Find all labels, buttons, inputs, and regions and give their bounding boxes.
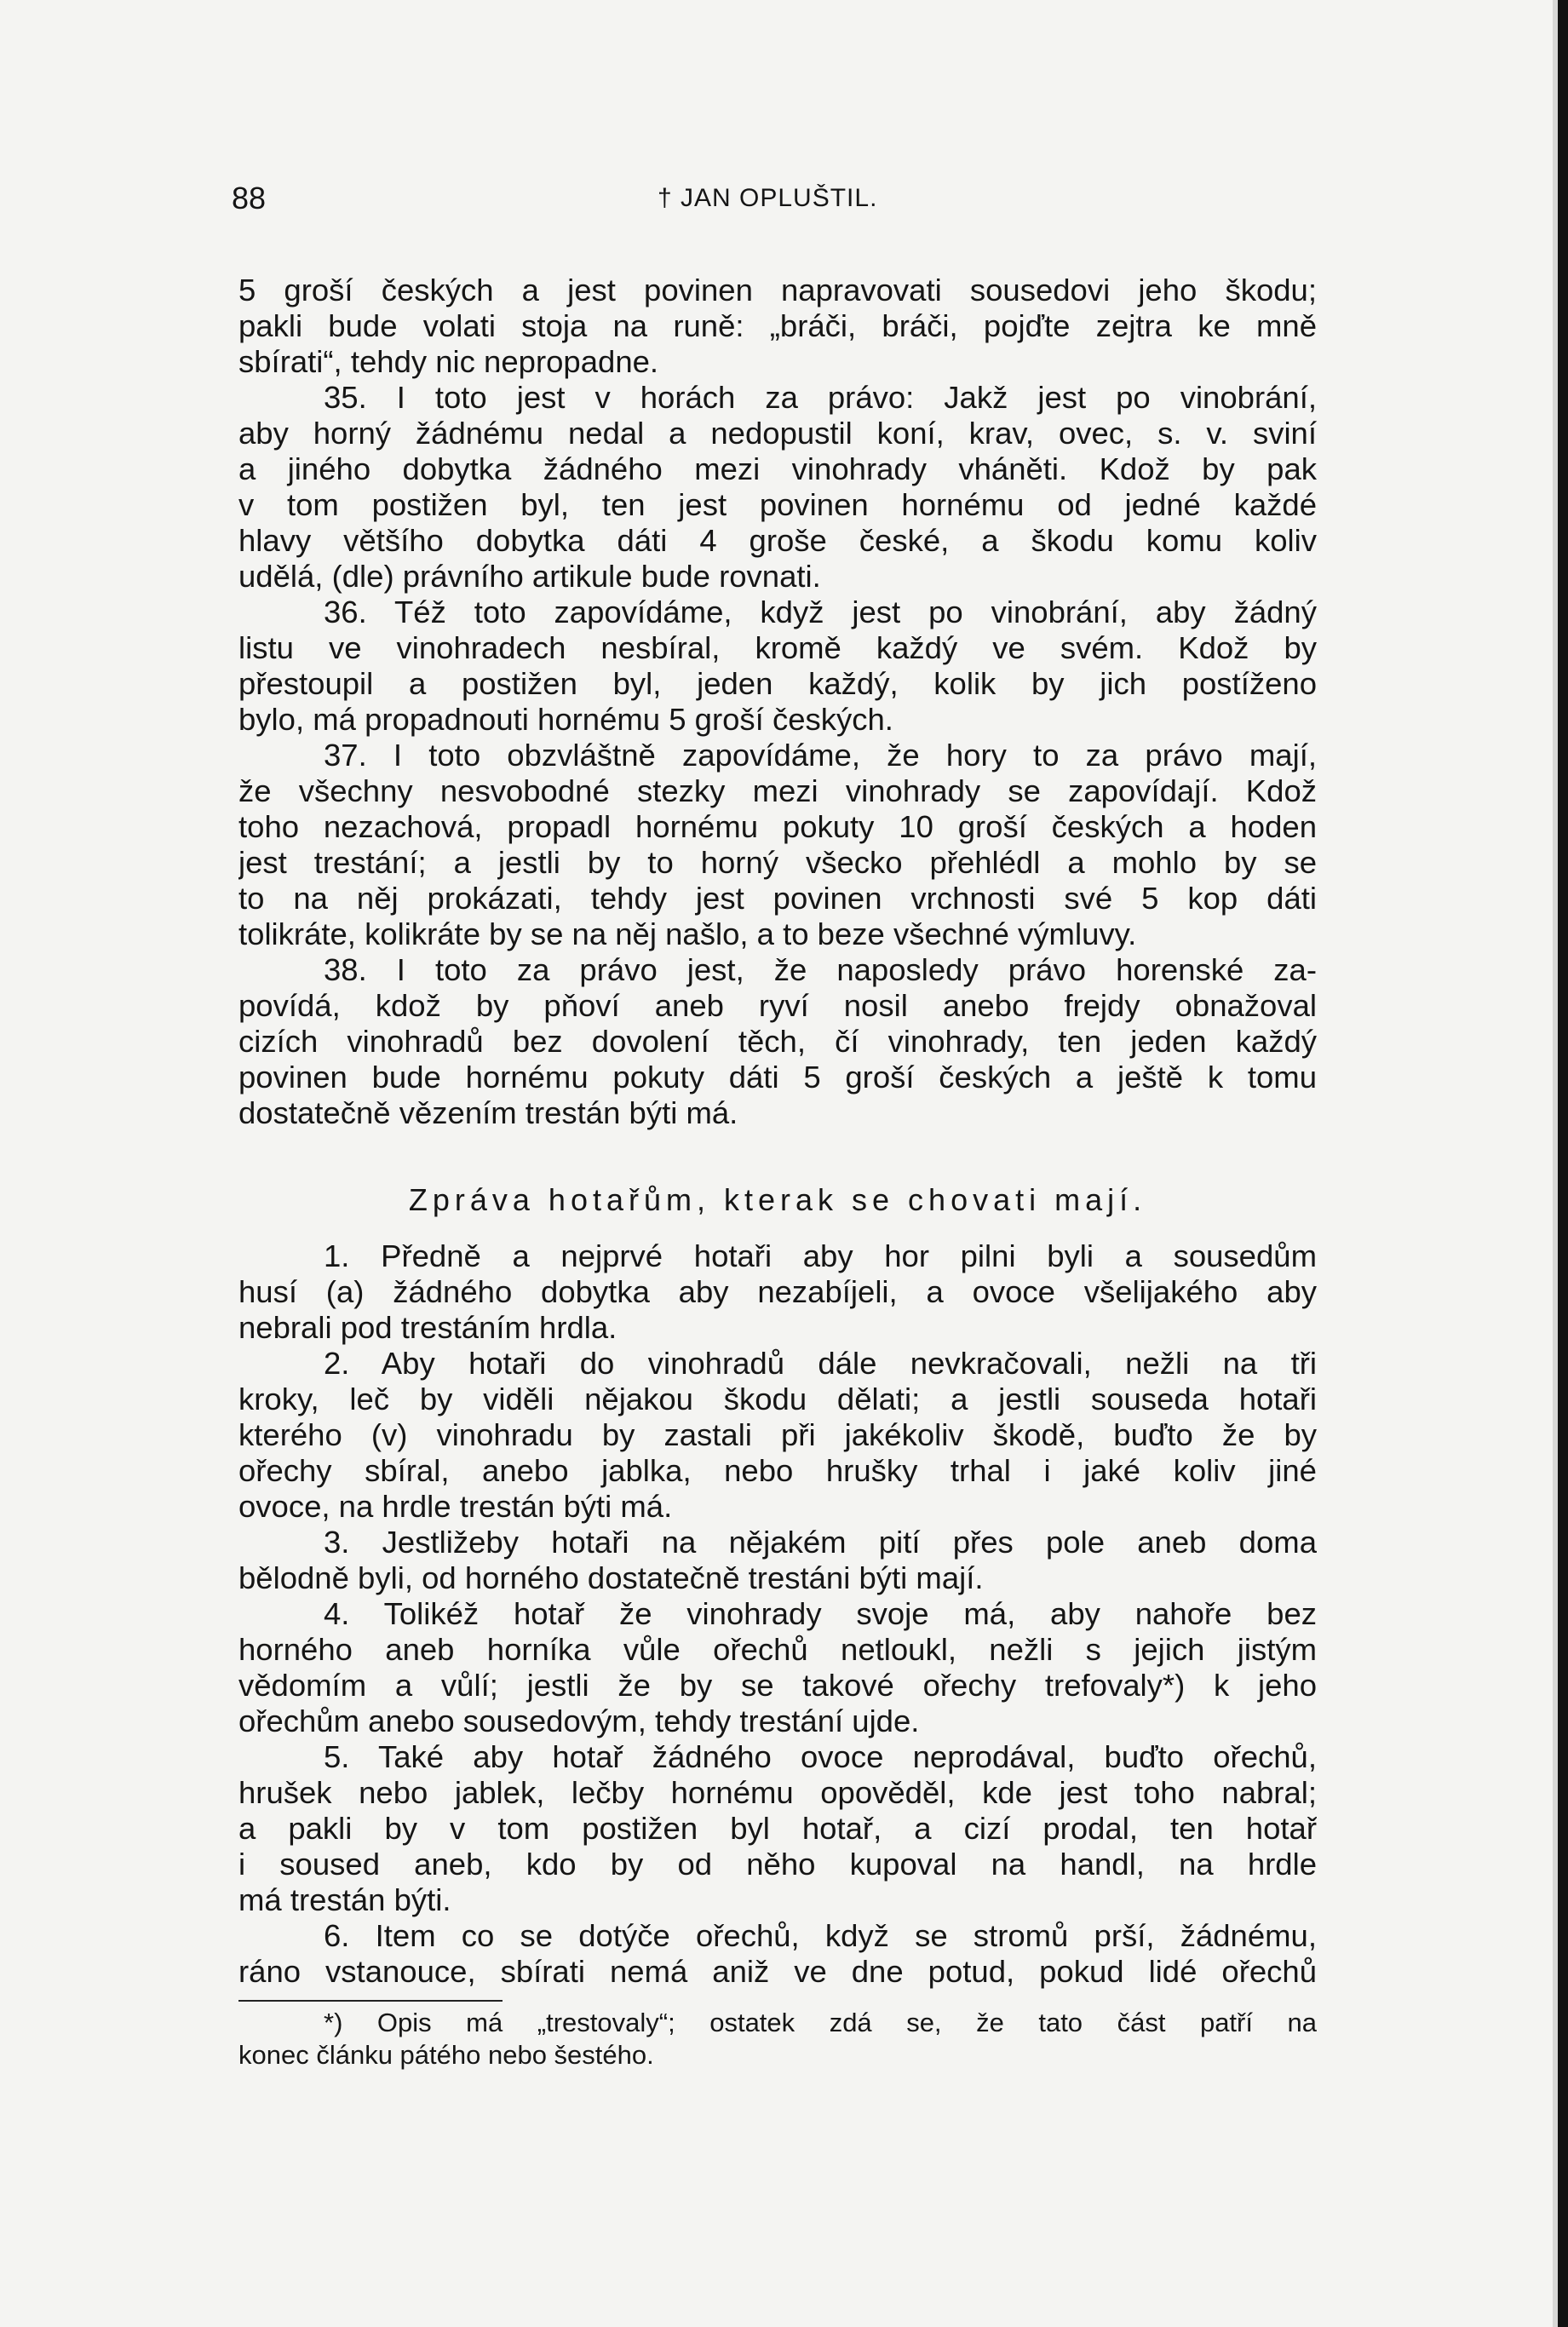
text-line: i soused aneb, kdo by od něho kupoval na handl, na hrdle — [238, 1847, 1317, 1882]
text-line: a jiného dobytka žádného mezi vinohrady vháněti. Kdož by pak — [238, 451, 1317, 486]
text-line: 38. I toto za právo jest, že naposledy právo horenské za- — [324, 952, 1317, 987]
section-heading: Zpráva hotařům, kterak se chovati mají. — [408, 1182, 1147, 1217]
text-line: 36. Též toto zapovídáme, když jest po vinobrání, aby žádný — [324, 595, 1317, 629]
text-line: sbírati“, tehdy nic nepropadne. — [238, 344, 659, 379]
text-line: dostatečně vězením trestán býti má. — [238, 1095, 738, 1130]
text-line: 4. Tolikéž hotař že vinohrady svoje má, aby nahoře bez — [324, 1596, 1317, 1631]
text-line: povídá, kdož by pňoví aneb ryví nosil anebo frejdy obnažoval — [238, 988, 1317, 1023]
text-line: povinen bude hornému pokuty dáti 5 groší českých a ještě k tomu — [238, 1060, 1317, 1095]
text-line: 1. Předně a nejprvé hotaři aby hor pilni byli a sousedům — [324, 1238, 1317, 1273]
text-line: toho nezachová, propadl hornému pokuty 10 groší českých a hoden — [238, 809, 1317, 844]
text-line: 6. Item co se dotýče ořechů, když se stromů prší, žádnému, — [324, 1918, 1317, 1953]
text-line: jest trestání; a jestli by to horný všecko přehlédl a mohlo by se — [238, 845, 1317, 880]
main-text — [238, 273, 1317, 2071]
text-line: 5. Také aby hotař žádného ovoce neprodával, buďto ořechů, — [324, 1739, 1317, 1774]
text-line: 35. I toto jest v horách za právo: Jakž jest po vinobrání, — [324, 380, 1317, 415]
text-line: tolikráte, kolikráte by se na něj našlo, a to beze všechné výmluvy. — [238, 916, 1137, 951]
text-line: 37. I toto obzvláštně zapovídáme, že hory to za právo mají, — [324, 738, 1317, 773]
running-head — [232, 181, 1322, 223]
text-line: ořechům anebo sousedovým, tehdy trestání ujde. — [238, 1704, 920, 1738]
text-line: bělodně byli, od horného dostatečně trestáni býti mají. — [238, 1560, 984, 1595]
scan-edge — [1558, 0, 1568, 2327]
text-line: kterého (v) vinohradu by zastali při jakékoliv škodě, buďto že by — [238, 1417, 1317, 1452]
text-line: cizích vinohradů bez dovolení těch, čí vinohrady, ten jeden každý — [238, 1024, 1317, 1059]
text-line: má trestán býti. — [238, 1882, 451, 1917]
page-number: 88 — [232, 181, 267, 215]
text-line: 5 groší českých a jest povinen napravovati sousedovi jeho škodu; — [238, 273, 1317, 307]
text-line: a pakli by v tom postižen byl hotař, a cizí prodal, ten hotař — [238, 1811, 1317, 1846]
text-line: v tom postižen byl, ten jest povinen hornému od jedné každé — [238, 487, 1317, 522]
text-line: horného aneb horníka vůle ořechů netloukl, nežli s jejich jistým — [238, 1632, 1317, 1667]
text-line: 2. Aby hotaři do vinohradů dále nevkračovali, nežli na tři — [324, 1346, 1317, 1381]
text-line: nebrali pod trestáním hrdla. — [238, 1310, 617, 1345]
text-line: přestoupil a postižen byl, jeden každý, kolik by jich postíženo — [238, 666, 1317, 701]
text-line: vědomím a vůlí; jestli že by se takové ořechy trefovaly*) k jeho — [238, 1668, 1317, 1703]
text-line: aby horný žádnému nedal a nedopustil koní, krav, ovec, s. v. sviní — [238, 416, 1317, 451]
text-line: ráno vstanouce, sbírati nemá aniž ve dne potud, pokud lidé ořechů — [238, 1954, 1317, 1989]
text-line: pakli bude volati stoja na runě: „bráči, bráči, pojďte zejtra ke mně — [238, 308, 1317, 343]
text-line: listu ve vinohradech nesbíral, kromě každý ve svém. Kdož by — [238, 630, 1317, 665]
footnote-line: konec článku pátého nebo šestého. — [238, 2040, 654, 2070]
text-line: husí (a) žádného dobytka aby nezabíjeli, a ovoce všelijakého aby — [238, 1274, 1317, 1309]
text-line: hrušek nebo jablek, lečby hornému opověděl, kde jest toho nabral; — [238, 1775, 1317, 1810]
text-line: hlavy většího dobytka dáti 4 groše české, a škodu komu koliv — [238, 523, 1317, 558]
footnote — [238, 2007, 1317, 2071]
footnote-line: *) Opis má „trestovaly“; ostatek zdá se, že tato část patří na — [324, 2008, 1317, 2037]
running-title: † JAN OPLUŠTIL. — [658, 184, 878, 212]
text-line: 3. Jestližeby hotaři na nějakém pití přes pole aneb doma — [324, 1525, 1317, 1560]
text-line: kroky, leč by viděli nějakou škodu dělati; a jestli souseda hotaři — [238, 1382, 1317, 1416]
text-line: udělá, (dle) právního artikule bude rovnati. — [238, 559, 821, 594]
text-line: že všechny nesvobodné stezky mezi vinohrady se zapovídají. Kdož — [238, 773, 1317, 808]
text-line: ořechy sbíral, anebo jablka, nebo hrušky trhal i jaké koliv jiné — [238, 1453, 1317, 1488]
text-line: bylo, má propadnouti hornému 5 groší českých. — [238, 702, 893, 737]
footnote-rule — [238, 2000, 503, 2002]
text-line: to na něj prokázati, tehdy jest povinen vrchnosti své 5 kop dáti — [238, 881, 1317, 916]
text-line: ovoce, na hrdle trestán býti má. — [238, 1489, 673, 1524]
